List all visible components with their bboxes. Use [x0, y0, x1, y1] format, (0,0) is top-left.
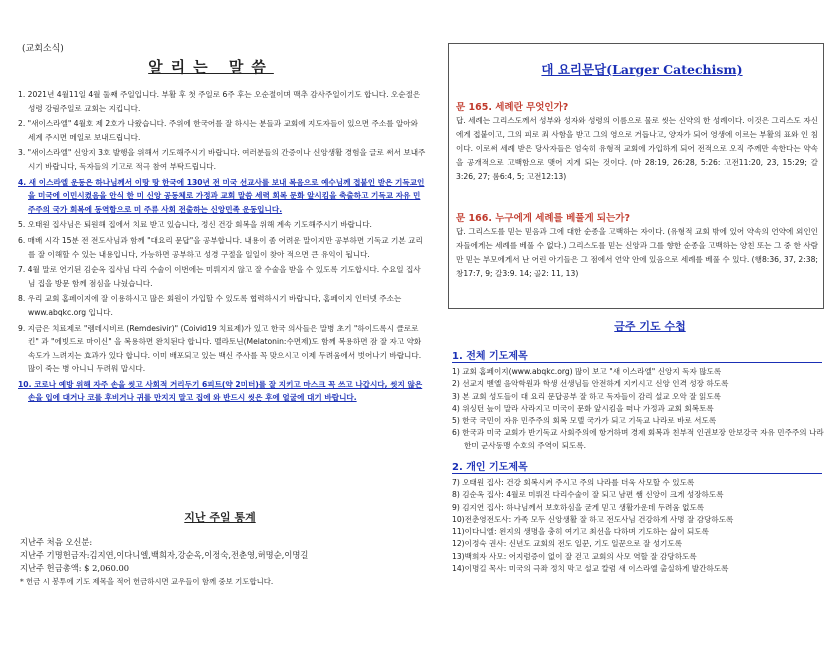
prayer-item: 6) 한국과 미국 교회가 반기독교 사회주의에 항거하며 경제 회복과 친부적 인권보장 안보강국 자유 민주주의 나라 한미 군사동맹 수호의 주역이 되도록.	[452, 428, 824, 450]
prayer-item: 11)이다니엘: 왼지의 생명을 충히 여기고 최선을 다하며 기도하는 삶이 되도록	[452, 527, 709, 537]
offering-line: 지난주 처음 오신분:	[20, 537, 93, 547]
announcements-title: 알리는 말씀	[148, 58, 274, 76]
announcement-item-highlight: 10. 코로나 예방 위해 자주 손을 씻고 사회적 거리두기 6피트(약 2미터)를 잘 지키고 마스크 꼭 쓰고 나갑시다, 씻지 않은 손을 입에 대거나 코를 후비거나 귀를 만지지 말고 집에 와 반드시 씻은 후에 얼굴에 대기 바랍니다.	[18, 379, 423, 403]
prayer-item: 5) 한국 국민이 자유 민주주의 회복 모델 국가가 되고 기독교 나라로 바로 서도록	[452, 416, 717, 426]
prayer-item: 10)전춘영전도사: 가족 모두 신앙생활 잘 하고 전도사님 건강하게 사명 잘 감당하도록	[452, 514, 734, 524]
announcement-item: 7. 4월 말로 연기된 김순옥 집사님 다리 수술이 이번에는 미뤄지지 않고 잘 수술을 받을 수 있도록 기도합시다. 수요일 집사님 집을 방문 함께 점심을 나눴습니다.	[18, 265, 421, 288]
prayer-item: 4) 위싱턴 늪이 말라 사라지고 미국이 문화 앞시킴을 떠나 가정과 교회 회복토록	[452, 403, 714, 413]
announcements-list	[18, 88, 426, 407]
announcement-item: 1. 2021년 4월11일 4월 둘째 주일입니다. 부활 후 첫 주일로 6주 후는 오순절이며 맥추 감사주일이기도 합니다. 오순절은 성령 강림주일로 교회는 지킵니다.	[18, 90, 421, 113]
offering-stats	[20, 536, 430, 588]
prayer-item: 13)백희자 사모: 어지럼증이 없이 잘 걷고 교회의 사모 역할 잘 감당하도록	[452, 551, 697, 561]
announcement-item: 5. 오태원 집사님은 퇴원해 집에서 치료 받고 있습니다, 정신 건강 회복을 위해 계속 기도해주시기 바랍니다.	[18, 220, 372, 230]
offering-line: 지난주 기명헌금자:김지연,이다니엘,백희자,강순옥,이정숙,전춘영,허명순,이명길	[20, 550, 309, 560]
header-tag: (교회소식)	[22, 44, 64, 54]
announcement-item: 8. 우리 교회 홈페이지에 잘 이용하시고 많은 회원이 가입할 수 있도록 협력하시기 바랍니다, 홈페이지 인터넷 주소는 www.abqkc.org 입니다.	[18, 294, 402, 317]
prayer-title: 금주 기도 수첩	[614, 320, 686, 333]
catechism-title: 대 요리문답(Larger Catechism)	[541, 62, 743, 77]
question-166: 문 166. 누구에게 세례를 베풀게 되는가?	[456, 213, 630, 224]
announcement-item: 3. "새이스라엘" 신앙지 3호 발행을 위해서 기도해주시기 바랍니다. 여러분들의 간증이나 신앙생활 경험을 글로 써서 보내주시기 바랍니다, 독자들의 기고로 적극 참여 부탁드립니다.	[18, 148, 426, 171]
prayer-item: 14)이명길 목사: 미국의 극좌 정치 막고 설교 칼럼 새 이스라엘 출실하게 발간하도록	[452, 564, 729, 574]
announcement-item: 2. "새이스라엘" 4월호 제 2호가 나왔습니다. 주위에 한국어를 잘 하시는 분들과 교회에 지도자들이 있으면 주소를 알아와 세계 주시면 메일로 보내드립니다.	[18, 119, 418, 142]
offering-title: 지난 주일 통계	[184, 511, 256, 524]
question-165: 문 165. 세례란 무엇인가?	[456, 102, 569, 113]
announcement-item-highlight: 4. 새 이스라엘 운동은 하나님께서 이땅 땅 한국에 130년 전 미국 선교사를 보내 복음으로 예수님께 접붙인 받은 기독교인을 미국에 이민시켰음을 안식 한 미 신앙 공동체로 가정과 교회 말씀 세력 회복 문화 앞시킴을 축출하고 기독교 자유 민주주의 국가 회복에 동역함으로 미 주류 사회 전출하는 신앙민족 운동입니다.	[18, 177, 425, 214]
prayer-section-title: 1. 전체 기도제목	[452, 351, 528, 362]
prayer-item: 8) 김순옥 집사: 4월로 미뤄진 다리수술이 잘 되고 남편 쌤 신앙이 크게 성장하도록	[452, 490, 724, 500]
prayer-item: 2) 선교지 벧엘 음악학원과 학생 선생님들 안전하게 지키시고 신앙 인격 성장 하도록	[452, 379, 729, 389]
section-divider	[452, 362, 822, 363]
offering-line: 지난주 헌금총액: $ 2,060.00	[20, 563, 130, 573]
prayer-item: 12)이정숙 권사: 신년도 교회의 전도 일꾼, 기도 일꾼으로 잘 성기도록	[452, 539, 683, 549]
answer-165: 답. 세례는 그리스도께서 성부와 성자와 성령의 이름으로 물로 씻는 신약의 한 성례이다. 이것은 그리스도 자신에게 접붙이고, 그의 피로 죄 사함을 받고 그의 영으로 거듭나고, 양자가 되어 영생에 이르는 부활의 표와 인 침이다. 이로써 세례 받은 당사자들은 엄숙히 유형적 교회에 가입하게 되어 전적으로 오직 주께만 속한다는 약속을 공개적으로 고백함으로 맺어 지게 되는 것이다. (마 28:19, 26:28, 5:26: 고전11:20, 23, 15:29; 갈3:26, 27; 롬6:4, 5; 고전12:13)	[456, 116, 818, 182]
prayer-list-personal	[452, 477, 824, 575]
answer-166: 답. 그리스도를 믿는 믿음과 그에 대한 순종을 고백하는 자이다. (유형적 교회 밖에 있어 약속의 언약에 외인인 자들에게는 세례를 베풀 수 없다.) 그리스도를 믿는 신앙과 그를 향한 순종을 고백하는 양친 또는 그 중 한 사람만 믿는 부모에게서 난 어린 아기들은 그 점에서 언약 안에 있음으로 세례를 베풀 수 있다. (행8:36, 37, 2:38; 창17:7, 9; 갈3:9. 14; 골2: 11, 13)	[456, 227, 818, 279]
section-divider	[452, 473, 822, 474]
prayer-list-general	[452, 366, 824, 452]
prayer-section-title: 2. 개인 기도제목	[452, 462, 528, 473]
prayer-item: 3) 본 교회 성도들이 대 요리 문답공부 잘 하고 독자들이 감리 설교 오악 잘 읽도록	[452, 391, 721, 401]
prayer-item: 9) 김지연 집사: 하나님께서 보호하심을 굳게 믿고 생활가운데 두려움 없도록	[452, 502, 705, 512]
offering-note: * 헌금 시 봉투에 기도 제목을 적어 헌금하시면 교우들이 함께 중보 기도합니다.	[20, 577, 274, 586]
prayer-item: 1) 교회 홈페이지(www.abqkc.org) 많이 보고 "새 이스라엘" 신앙지 독자 많도록	[452, 367, 722, 376]
announcement-item: 6. 매배 시각 15분 전 전도사님과 함께 "대요리 문답"을 공부합니다. 내용이 좀 어려운 말이지만 공부하면 기독교 기본 교리를 잘 이해할 수 있는 내용입니다, 가능하면 공부하고 성경 구절을 일일이 찾아 적으면 큰 유익이 됩니다.	[18, 235, 423, 259]
announcement-item: 9. 지금은 치료제로 "렘데시비르 (Remdesivir)" (Coivid19 치료제)가 있고 한국 의사들은 말병 초기 "하이드록시 클로로킨" 과 "에빗드로 마이신" 을 복용하면 완치된다 합니다. 멜라토닌(Melatonin:수면제)도 함께 복용하면 잠 잘 자고 약화 속도가 느려지는 효과가 있다 합니다. 이미 배포되고 있는 백신 주사를 꼭 맞으시고 이제 두려움에서 벗어나기 바랍니다. 많이 죽는 병 아니니 두려워 맙시다.	[18, 323, 422, 374]
prayer-item: 7) 오태원 집사: 건강 회복시켜 주시고 주의 나라를 더욱 사모할 수 있도록	[452, 478, 695, 487]
